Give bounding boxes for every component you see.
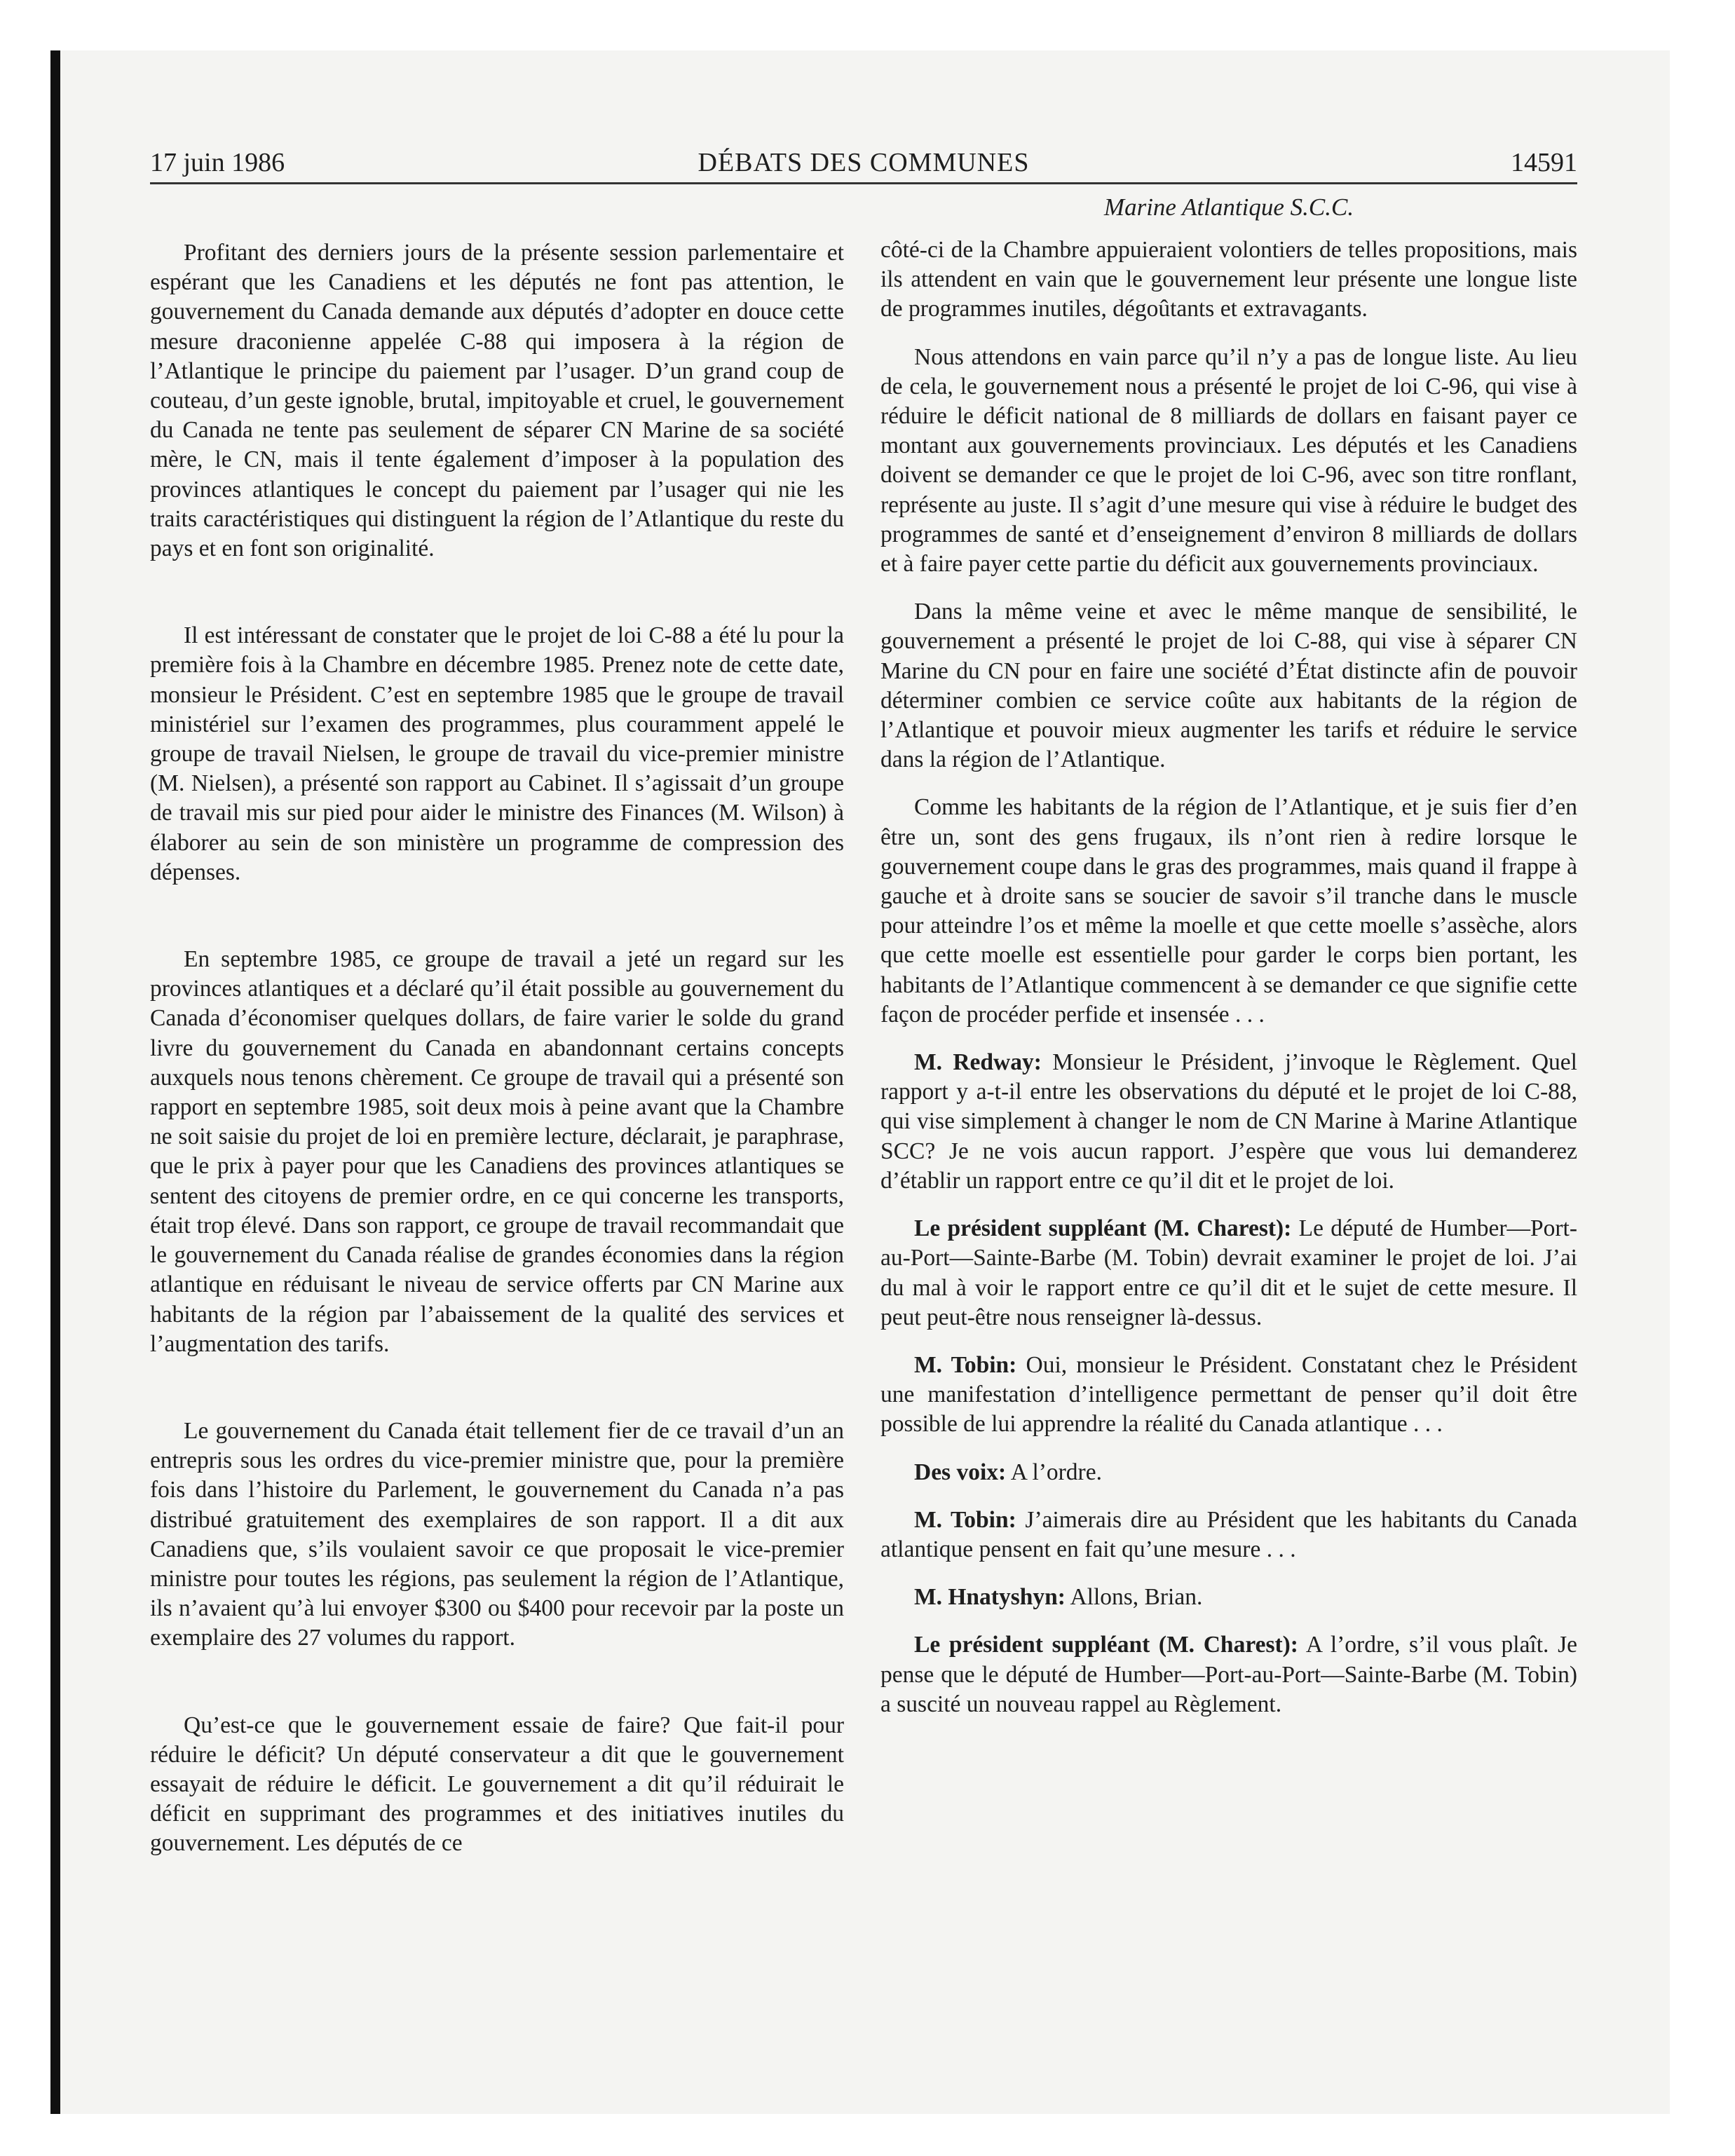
intervention [880,1351,1577,1440]
speaker-name: Le président suppléant (M. Charest): [914,1215,1292,1242]
paragraph: Le gouvernement du Canada était tellement fier de ce travail d’un an entrepris sous les ordres du vice-premier ministre que, pour la première fois dans l’histoire du Parlement, le gouvernement du Canada n’a pas distribué gratuitement des exemplaires de son rapport. Il a dit aux Canadiens que, s’ils voulaient savoir ce que proposait le vice-premier ministre pour toutes les régions, pas seulement la région de l’Atlantique, ils n’avaient qu’à lui envoyer $300 ou $400 pour recevoir par la poste un exemplaire des 27 volumes du rapport. [150,1417,844,1651]
speaker-name: M. Redway: [914,1049,1042,1076]
intervention-text: J’aimerais dire au Président que les habitants du Canada atlantique pensent en fait qu’une mesure . . . [880,1506,1578,1562]
paragraph: Profitant des derniers jours de la présente session parlementaire et espérant que les Canadiens et les députés ne font pas attention, le gouvernement du Canada demande aux députés d’adopter en douce cette mesure draconienne appelée C-88 qui imposera à la région de l’Atlantique le principe du paiement par l’usager. D’un grand coup de couteau, d’un geste ignoble, brutal, impitoyable et cruel, le gouvernement du Canada ne tente pas seulement de séparer CN Marine de sa société mère, le CN, mais il tente également d’imposer à la population des provinces atlantiques le concept du paiement par l’usager qui nie les traits caractéristiques qui distinguent la région de l’Atlantique du reste du pays et en font son originalité. [150,240,844,562]
left-column [150,238,844,1859]
intervention [880,1214,1577,1332]
paragraph: Il est intéressant de constater que le projet de loi C-88 a été lu pour la première fois à la Chambre en décembre 1985. Prenez note de cette date, monsieur le Président. C’est en septembre 1985 que le groupe de travail ministériel sur l’examen des programmes, plus couramment appelé le groupe de travail Nielsen, le groupe de travail du vice-premier ministre (M. Nielsen), a présenté son rapport au Cabinet. Il s’agissait d’un groupe de travail mis sur pied pour aider le ministre des Finances (M. Wilson) à élaborer au sein de son ministère un programme de compression des dépenses. [150,622,844,885]
intervention [880,1506,1577,1564]
intervention-text: Allons, Brian. [1070,1584,1203,1611]
page-header [150,149,1577,184]
intervention [880,1583,1577,1612]
right-column [880,193,1577,1719]
header-page-number: 14591 [1511,148,1577,177]
speaker-name: M. Hnatyshyn: [914,1584,1066,1611]
running-subtitle: Marine Atlantique S.C.C. [1103,193,1354,221]
intervention-text: Le député de Humber—Port-au-Port—Sainte-Barbe (M. Tobin) devrait examiner le projet de loi. J’ai du mal à voir le rapport entre ce qu’il dit et le sujet de cette mesure. Il peut peut-être nous renseigner là-dessus. [880,1215,1577,1330]
intervention [880,1048,1577,1196]
paragraph: Dans la même veine et avec le même manque de sensibilité, le gouvernement a présenté le projet de loi C-88, qui vise à séparer CN Marine du CN pour en faire une société d’État distincte afin de pouvoir déterminer combien ce service coûte aux habitants de la région de l’Atlantique et pouvoir mieux augmenter les tarifs et réduire le service dans la région de l’Atlantique. [880,599,1577,773]
intervention [880,1458,1577,1487]
speaker-name: M. Tobin: [914,1351,1017,1378]
speaker-name: M. Tobin: [914,1506,1016,1533]
speaker-name: Des voix: [914,1459,1007,1485]
intervention-text: Monsieur le Président, j’invoque le Règlement. Quel rapport y a-t-il entre les observations du député et le projet de loi C-88, qui vise simplement à changer le nom de CN Marine à Marine Atlantique SCC? Je ne vois aucun rapport. J’espère que vous lui demanderez d’établir un rapport entre ce qu’il dit et le projet de loi. [880,1049,1577,1194]
header-title: DÉBATS DES COMMUNES [698,148,1030,177]
paragraph: Qu’est-ce que le gouvernement essaie de faire? Que fait-il pour réduire le déficit? Un député conservateur a dit que le gouvernement essayait de réduire le déficit. Le gouvernement a dit qu’il réduirait le déficit en supprimant des programmes et des initiatives inutiles du gouvernement. Les députés de ce [150,1712,844,1857]
paragraph-continuation: côté-ci de la Chambre appuieraient volontiers de telles propositions, mais ils attendent en vain que le gouvernement leur présente une longue liste de programmes inutiles, dégoûtants et extravagants. [880,237,1577,322]
intervention-text: Oui, monsieur le Président. Constatant chez le Président une manifestation d’intelligence permettant de penser qu’il doit être possible de lui apprendre la réalité du Canada atlantique . . . [880,1351,1577,1438]
intervention [880,1630,1577,1719]
paragraph: Nous attendons en vain parce qu’il n’y a pas de longue liste. Au lieu de cela, le gouvernement nous a présenté le projet de loi C-96, qui vise à réduire le déficit national de 8 milliards de dollars en faisant payer ce montant aux gouvernements provinciaux. Les députés et les Canadiens doivent se demander ce que le projet de loi C-96, avec son titre ronflant, représente au juste. Il s’agit d’une mesure qui vise à réduire le budget des programmes de santé et d’enseignement d’environ 8 milliards de dollars et à faire payer cette partie du déficit aux gouvernements provinciaux. [880,343,1577,578]
intervention-text: A l’ordre. [1010,1459,1102,1485]
speaker-name: Le président suppléant (M. Charest): [914,1632,1298,1658]
paragraph: Comme les habitants de la région de l’Atlantique, et je suis fier d’en être un, sont des gens frugaux, ils n’ont rien à redire lorsque le gouvernement coupe dans le gras des programmes, mais quand il frappe à gauche et à droite sans se soucier de savoir s’il tranche dans le muscle pour atteindre l’os et même la moelle et que cette moelle s’assèche, alors que cette moelle est essentielle pour garder le corps bien portant, les habitants de l’Atlantique commencent à se demander ce que signifie cette façon de procéder perfide et insensée . . . [880,794,1577,1028]
header-date: 17 juin 1986 [150,148,285,177]
intervention-text: A l’ordre, s’il vous plaît. Je pense que le député de Humber—Port-au-Port—Sainte-Barbe (M. Tobin) a suscité un nouveau rappel au Règlement. [880,1632,1578,1717]
paragraph: En septembre 1985, ce groupe de travail a jeté un regard sur les provinces atlantiques et a déclaré qu’il était possible au gouvernement du Canada d’économiser quelques dollars, de faire varier le solde du grand livre du gouvernement du Canada en abandonnant certains concepts auxquels nous tenons chèrement. Ce groupe de travail qui a présenté son rapport en septembre 1985, soit deux mois à peine avant que la Chambre ne soit saisie du projet de loi en première lecture, déclarait, je paraphrase, que le prix à payer pour que les Canadiens des provinces atlantiques se sentent des citoyens de premier ordre, en ce qui concerne les transports, était trop élevé. Dans son rapport, ce groupe de travail recommandait que le gouvernement du Canada réalise de grandes économies dans la région atlantique en réduisant le niveau de service offerts par CN Marine aux habitants de la région par l’abaissement de la qualité des services et l’augmentation des tarifs. [150,946,844,1357]
